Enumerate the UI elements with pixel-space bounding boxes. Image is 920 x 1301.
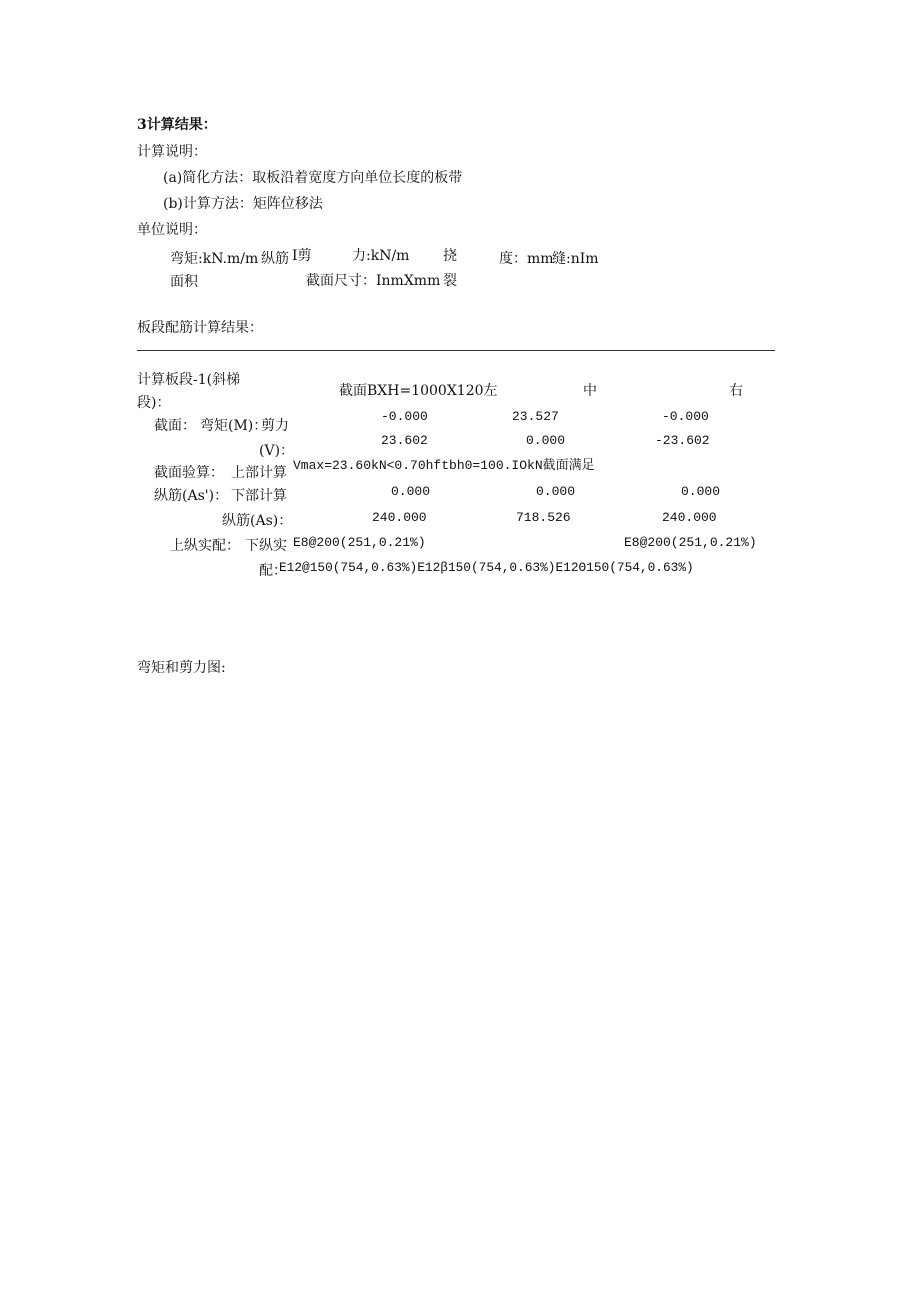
row-label-lower-actual-b: 配： bbox=[259, 563, 287, 579]
lower-as-mid: 718.526 bbox=[516, 510, 571, 525]
unit-rebar: 纵筋 bbox=[261, 251, 289, 267]
diagram-title: 弯矩和剪力图: bbox=[137, 660, 226, 676]
unit-defl-a: 挠 bbox=[443, 248, 457, 264]
moment-mid: 23.527 bbox=[512, 409, 559, 424]
unit-shear-b: 力:kN/m bbox=[352, 248, 410, 264]
unit-crack-b: 裂 bbox=[443, 273, 457, 289]
lower-as-right: 240.000 bbox=[662, 510, 717, 525]
results-title: 板段配筋计算结果： bbox=[137, 320, 263, 336]
calc-desc-label: 计算说明： bbox=[137, 144, 207, 160]
upper-as-left: 0.000 bbox=[391, 484, 431, 499]
row-label-upper-rebar: 纵筋(As')： bbox=[154, 488, 229, 504]
row-label-shear-a: 剪力 bbox=[261, 418, 289, 434]
row-label-upper-actual: 上纵实配： bbox=[170, 538, 240, 554]
row-label-shear-b: (V)： bbox=[259, 443, 295, 459]
upper-as-mid: 0.000 bbox=[536, 484, 576, 499]
col-header-mid: 中 bbox=[583, 383, 597, 399]
shear-left: 23.602 bbox=[381, 433, 428, 448]
row-label-lower-actual-a: 下纵实 bbox=[245, 538, 287, 554]
section-check: Vmax=23.60kN<0.70hftbh0=100.IOkN截面满足 bbox=[293, 458, 595, 473]
row-label-lower-calc: 下部计算 bbox=[231, 488, 287, 504]
upper-actual-left: E8@200(251,0.21%) bbox=[293, 535, 426, 550]
row-label-lower-rebar: 纵筋(As)： bbox=[222, 513, 293, 529]
upper-as-right: 0.000 bbox=[681, 484, 721, 499]
row-label-upper-calc: 上部计算 bbox=[231, 465, 287, 481]
lower-as-left: 240.000 bbox=[372, 510, 427, 525]
shear-right: -23.602 bbox=[655, 433, 710, 448]
moment-right: -0.000 bbox=[662, 409, 709, 424]
unit-shear-a: I剪 bbox=[292, 248, 312, 264]
unit-area: 面积 bbox=[170, 274, 198, 290]
divider-line bbox=[137, 350, 775, 351]
unit-section-size: 截面尺寸：InmXmm bbox=[306, 273, 441, 289]
segment-title-a: 计算板段-1(斜梯 bbox=[137, 372, 241, 388]
lower-actual: E12@150(754,0.63%)E12β150(754,0.63%)E12Θ150(754,0.63%) bbox=[279, 560, 694, 575]
calc-desc-b: (b)计算方法：矩阵位移法 bbox=[163, 196, 323, 212]
row-label-moment: 弯矩(M)： bbox=[200, 418, 268, 434]
row-label-check: 截面验算： bbox=[154, 465, 224, 481]
units-label: 单位说明： bbox=[137, 222, 207, 238]
unit-moment: 弯矩:kN.m/m bbox=[170, 251, 259, 267]
moment-left: -0.000 bbox=[381, 409, 428, 424]
upper-actual-right: E8@200(251,0.21%) bbox=[624, 535, 757, 550]
unit-defl-b: 度：mm bbox=[499, 251, 554, 267]
segment-title-b: 段)： bbox=[137, 395, 171, 411]
unit-crack: 缝:nIm bbox=[552, 251, 599, 267]
row-label-section: 截面： bbox=[154, 418, 196, 434]
section-heading: 3计算结果： bbox=[137, 117, 217, 133]
shear-mid: 0.000 bbox=[526, 433, 566, 448]
section-header: 截面BXH=1000X120左 bbox=[339, 383, 498, 399]
col-header-right: 右 bbox=[729, 383, 743, 399]
calc-desc-a: (a)简化方法：取板沿着宽度方向单位长度的板带 bbox=[163, 170, 463, 186]
